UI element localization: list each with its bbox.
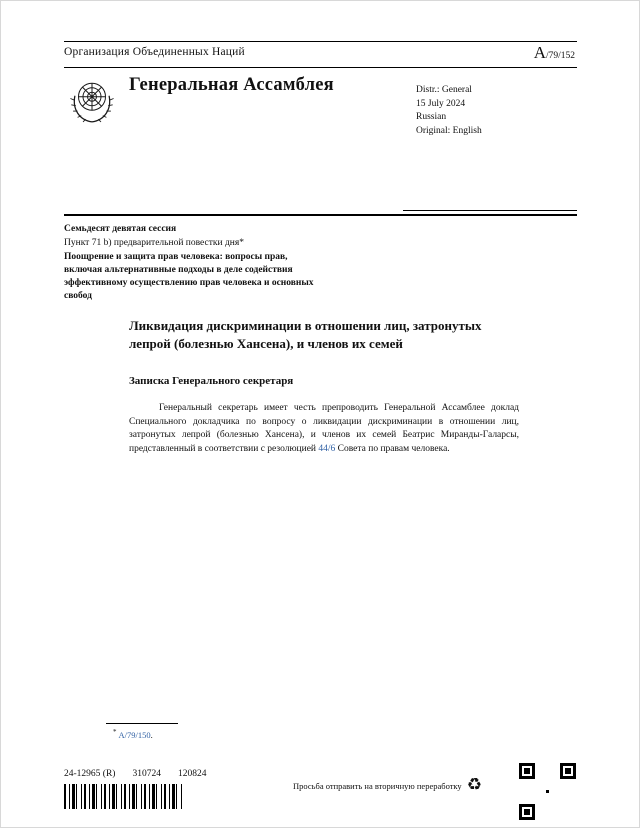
session-title: Семьдесят девятая сессия [64, 224, 177, 234]
resolution-link[interactable]: 44/6 [318, 443, 336, 454]
agenda-title: Поощрение и защита прав человека: вопросы прав, включая альтернативные подходы в деле содействия эффективному осуществлению прав человека и основных свобод [64, 252, 314, 301]
recycle-text: Просьба отправить на вторичную переработку [293, 780, 462, 791]
org-name: Организация Объединенных Наций [64, 46, 245, 58]
document-subtitle: Записка Генерального секретаря [129, 375, 294, 387]
masthead-rule-thin [403, 210, 577, 211]
footnote-suffix: . [150, 729, 153, 740]
qr-code [519, 763, 576, 820]
date-code-2: 120824 [177, 769, 207, 779]
footnote [113, 728, 153, 740]
session-block [64, 223, 326, 303]
recycle-note [293, 777, 482, 794]
footnote-separator [106, 723, 178, 724]
footnote-link[interactable]: A/79/150 [118, 729, 151, 740]
un-emblem-icon [65, 75, 119, 131]
qr-finder-top-left [519, 763, 535, 779]
agenda-item: Пункт 71 b) предварительной повестки дня* [64, 238, 244, 248]
language-line: Russian [416, 112, 447, 122]
footnote-marker: * [113, 728, 117, 736]
date-line: 15 July 2024 [416, 98, 466, 109]
assembly-title: Генеральная Ассамблея [129, 75, 334, 95]
original-line: Original: English [416, 125, 482, 136]
footer-ids [64, 769, 206, 779]
qr-finder-bottom-left [519, 804, 535, 820]
header-rule-top [64, 41, 577, 42]
document-symbol-letter: A [533, 43, 546, 62]
qr-finder-top-right [560, 763, 576, 779]
distr-line: Distr.: General [416, 85, 472, 95]
document-symbol [534, 43, 575, 63]
header-rule-bottom [64, 67, 577, 68]
date-code-1: 310724 [132, 769, 161, 779]
body-paragraph [129, 402, 519, 456]
job-number: 24-12965 (R) [64, 769, 116, 779]
document-title: Ликвидация дискриминации в отношении лиц, затронутых лепрой (болезнью Хансена), и членов их семей [129, 318, 482, 351]
body-text-after: Совета по правам человека. [335, 443, 450, 454]
body-text-before: Генеральный секретарь имеет честь препроводить Генеральной Ассамблее доклад Специального докладчика по вопросу о ликвидации дискриминации в отношении лиц, затронутых лепрой (болезнью Хансена), и членов их семей Беатрис Миранды-Галарсы, представленный в соответствии с резолюцией [129, 403, 519, 454]
recycle-icon: ♻ [466, 775, 482, 795]
barcode [64, 784, 182, 809]
masthead-rule-thick [64, 214, 577, 216]
distribution-block [416, 84, 482, 138]
document-symbol-number: /79/152 [545, 51, 575, 61]
